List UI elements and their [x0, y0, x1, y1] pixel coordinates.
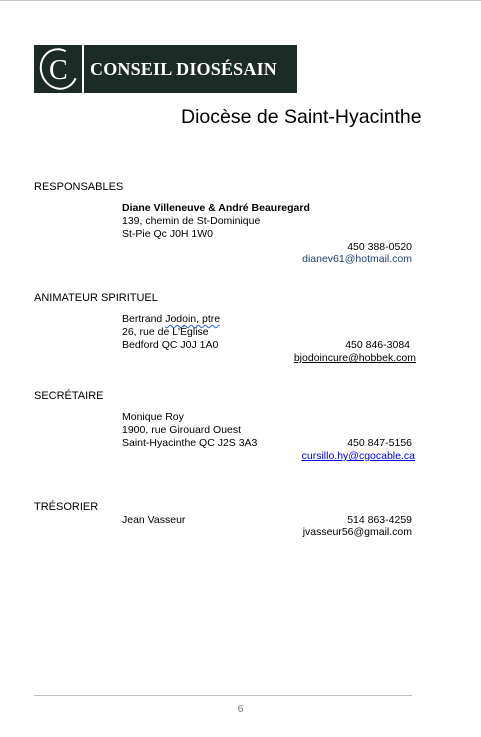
secretaire-address-2: Saint-Hyacinthe QC J2S 3A3	[122, 437, 258, 449]
logo-c-emblem-icon	[34, 45, 82, 93]
page-number: 6	[237, 703, 244, 715]
section-label-secretaire: SECRÉTAIRE	[34, 390, 104, 402]
secretaire-name: Monique Roy	[122, 411, 184, 423]
logo-divider	[82, 45, 84, 93]
logo-text: CONSEIL DIOSÉSAIN	[90, 58, 277, 79]
footer-divider	[34, 695, 412, 696]
animateur-last-name: Jodoin, ptre	[165, 313, 221, 325]
responsables-email[interactable]: dianev61@hotmail.com	[302, 253, 412, 265]
tresorier-phone: 514 863-4259	[347, 514, 412, 526]
responsables-phone: 450 388-0520	[347, 241, 412, 253]
responsables-address-1: 139, chemin de St-Dominique	[122, 215, 261, 227]
responsables-name: Diane Villeneuve & André Beauregard	[122, 202, 310, 214]
section-label-animateur: ANIMATEUR SPIRITUEL	[34, 292, 158, 304]
diocese-title: Diocèse de Saint-Hyacinthe	[181, 106, 422, 128]
logo-letter: C	[49, 55, 68, 86]
top-border	[0, 0, 481, 1]
section-label-responsables: RESPONSABLES	[34, 181, 124, 193]
conseil-logo	[34, 45, 297, 93]
animateur-email[interactable]: bjodoincure@hobbek.com	[293, 352, 416, 364]
animateur-phone: 450 846-3084	[345, 339, 410, 351]
animateur-address-1: 26, rue de L'Église	[122, 326, 209, 338]
animateur-first-name: Bertrand	[122, 313, 166, 325]
responsables-address-2: St-Pie Qc J0H 1W0	[122, 228, 214, 240]
tresorier-email[interactable]: jvasseur56@gmail.com	[302, 526, 412, 538]
secretaire-address-1: 1900, rue Girouard Ouest	[122, 424, 242, 436]
section-label-tresorier: TRÉSORIER	[34, 501, 99, 513]
animateur-address-2: Bedford QC J0J 1A0	[122, 339, 219, 351]
animateur-name	[122, 313, 220, 325]
secretaire-phone: 450 847-5156	[347, 437, 412, 449]
secretaire-email-link[interactable]: cursillo.hy@cgocable.ca	[301, 450, 415, 462]
tresorier-name: Jean Vasseur	[122, 514, 186, 526]
